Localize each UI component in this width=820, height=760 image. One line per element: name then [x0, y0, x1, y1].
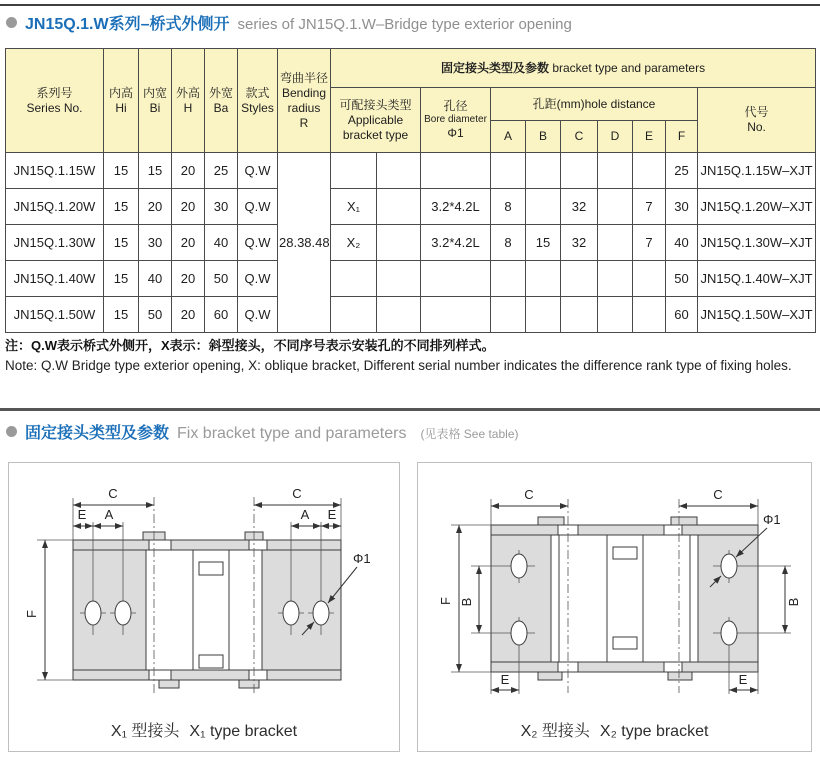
bullet-icon: [6, 426, 17, 437]
col-header-bending-radius: 弯曲半径 Bending radius R: [278, 49, 331, 153]
dim-label-phi1: Φ1: [763, 512, 781, 527]
cell-series: JN15Q.1.40W: [6, 261, 104, 297]
x1-slot-hole: [283, 601, 299, 625]
cell-bending-radius: 28.38.48: [278, 153, 331, 333]
col-header-A: A: [491, 121, 526, 153]
dim-label-c-right: C: [292, 486, 302, 501]
section1-title: [6, 11, 572, 34]
cell-series: JN15Q.1.15W: [6, 153, 104, 189]
dim-label-b-left: B: [459, 597, 474, 607]
section2-title-zh: 固定接头类型及参数: [25, 425, 170, 442]
cell-code: JN15Q.1.15W–XJT: [698, 153, 816, 189]
dim-label-a-left: A: [104, 507, 114, 522]
dim-label-c-left: C: [108, 486, 118, 501]
dim-label-e-right: E: [738, 672, 748, 687]
x1-slot-hole: [313, 601, 329, 625]
dim-label-c-left: C: [524, 487, 534, 502]
group-header-bracket-params: 固定接头类型及参数 bracket type and parameters: [331, 49, 816, 88]
col-header-bi: 内宽 Bi: [139, 49, 172, 153]
cell-code: JN15Q.1.40W–XJT: [698, 261, 816, 297]
x1-left-plate: [73, 550, 146, 670]
cell-code: JN15Q.1.30W–XJT: [698, 225, 816, 261]
col-header-ba: 外宽 Ba: [205, 49, 238, 153]
caption-x2: X₂ 型接头 X₂ type bracket: [520, 723, 709, 740]
col-header-h: 外高 H: [172, 49, 205, 153]
cell-code: JN15Q.1.50W–XJT: [698, 297, 816, 333]
x1-link-slot-bottom: [199, 655, 223, 668]
col-header-B: B: [526, 121, 561, 153]
table-notes: [5, 337, 792, 375]
x2-link-slot-bottom: [613, 637, 637, 649]
table-row: JN15Q.1.50W 15 50 20 60 Q.W 60 JN15Q.1.50W–XJT: [6, 297, 816, 333]
col-header-code: 代号 No.: [698, 88, 816, 153]
x1-body: [73, 497, 341, 695]
table-row: JN15Q.1.40W 15 40 20 50 Q.W 50 JN15Q.1.40W–XJT: [6, 261, 816, 297]
dim-label-e-left: E: [77, 507, 87, 522]
col-header-E: E: [633, 121, 666, 153]
cell-series: JN15Q.1.20W: [6, 189, 104, 225]
x1-link-slot-top: [199, 562, 223, 575]
dim-label-a-right: A: [300, 507, 310, 522]
bracket-drawing-x2: [418, 465, 811, 713]
cell-series: JN15Q.1.50W: [6, 297, 104, 333]
x1-slot-hole: [115, 601, 131, 625]
col-header-styles: 款式 Styles: [238, 49, 278, 153]
diagram-panel-x2: [417, 462, 812, 752]
section2-title: [6, 420, 519, 443]
col-header-series: 系列号 Series No.: [6, 49, 104, 153]
dim-label-f: F: [438, 597, 453, 605]
dim-label-b-right: B: [786, 597, 801, 607]
x2-slot-hole: [511, 554, 527, 578]
col-header-hole-distance: 孔距(mm)hole distance: [491, 88, 698, 121]
col-header-C: C: [561, 121, 598, 153]
col-header-applicable-bracket: 可配接头类型 Applicable bracket type: [331, 88, 421, 153]
cell-code: JN15Q.1.20W–XJT: [698, 189, 816, 225]
x2-body: [491, 499, 758, 693]
col-header-hi: 内高 Hi: [104, 49, 139, 153]
x2-slot-hole: [721, 621, 737, 645]
table-row: JN15Q.1.15W 15 15 20 25 Q.W 28.38.48 25 JN15Q.1.15W–XJT: [6, 153, 816, 189]
note-zh: 注：Q.W表示桥式外侧开，X表示：斜型接头，不同序号表示安装孔的不同排列样式。: [5, 338, 495, 353]
diagram-panel-x1: [8, 462, 400, 752]
see-table-note: (见表格 See table): [420, 427, 519, 441]
dim-label-phi1: Φ1: [353, 551, 371, 566]
dim-label-c-right: C: [713, 487, 723, 502]
col-header-D: D: [598, 121, 633, 153]
col-header-bore-diameter: 孔径 Bore diameter Φ1: [421, 88, 491, 153]
table-row: JN15Q.1.30W 15 30 20 40 Q.W X₂ 3.2*4.2L 8 15 32 7 40 JN15Q.1.30W–XJT: [6, 225, 816, 261]
dim-label-e-right: E: [327, 507, 337, 522]
section1-title-zh: JN15Q.1.W系列–桥式外侧开: [25, 16, 230, 33]
bracket-drawing-x1: [9, 465, 399, 713]
section-divider: [0, 408, 820, 411]
spec-table: [5, 48, 816, 333]
cell-series: JN15Q.1.30W: [6, 225, 104, 261]
note-en: Note: Q.W Bridge type exterior opening, X: oblique bracket, Different serial number indicates the difference rank type of fixing holes.: [5, 357, 792, 373]
section1-title-en: series of JN15Q.1.W–Bridge type exterior opening: [237, 16, 572, 33]
top-divider: [0, 4, 820, 6]
x2-slot-hole: [511, 621, 527, 645]
x1-slot-hole: [85, 601, 101, 625]
caption-x1: X₁ 型接头 X₁ type bracket: [110, 723, 298, 740]
x2-slot-hole: [721, 554, 737, 578]
bullet-icon: [6, 17, 17, 28]
col-header-F: F: [666, 121, 698, 153]
dim-label-f: F: [24, 610, 39, 618]
section2-title-en: Fix bracket type and parameters: [177, 425, 407, 442]
table-row: JN15Q.1.20W 15 20 20 30 Q.W X₁ 3.2*4.2L 8 32 7 30 JN15Q.1.20W–XJT: [6, 189, 816, 225]
dim-label-e-left: E: [500, 672, 510, 687]
x2-link-slot-top: [613, 547, 637, 559]
